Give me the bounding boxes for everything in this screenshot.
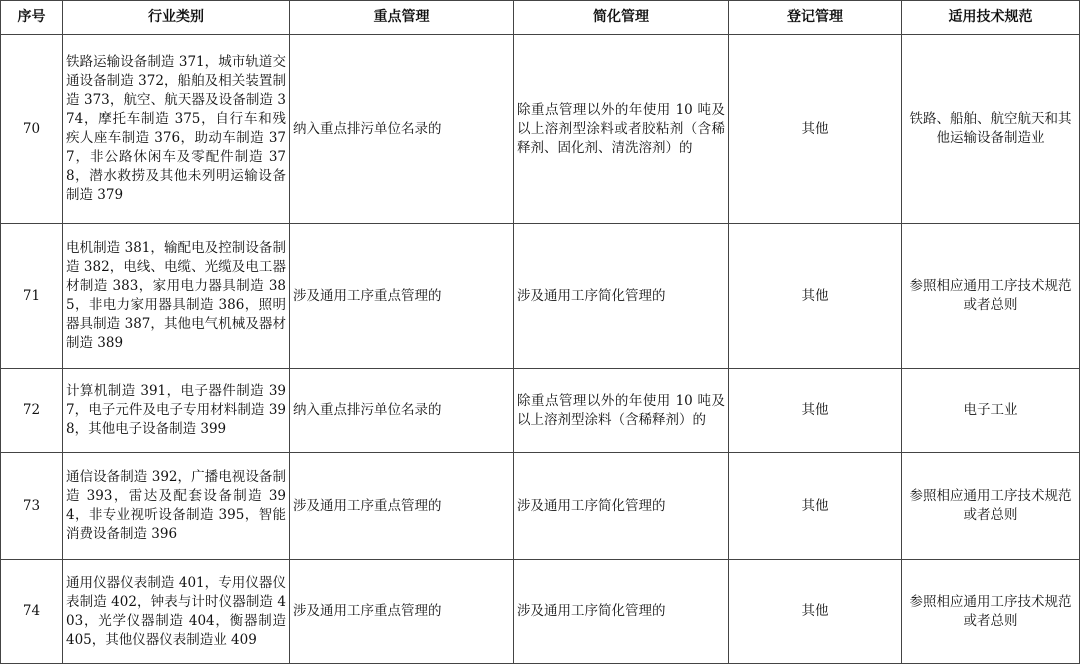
row-technical-spec: 参照相应通用工序技术规范或者总则	[902, 453, 1080, 560]
row-simplified-management: 涉及通用工序简化管理的	[514, 453, 729, 560]
row-key-management: 涉及通用工序重点管理的	[290, 224, 514, 369]
header-row	[1, 1, 1080, 35]
row-no: 73	[1, 453, 63, 560]
row-registration-management: 其他	[729, 35, 902, 224]
header-technical-spec: 适用技术规范	[902, 1, 1080, 35]
row-industry: 通用仪器仪表制造 401，专用仪器仪表制造 402，钟表与计时仪器制造 403，光学仪器制造 404，衡器制造 405，其他仪器仪表制造业 409	[63, 560, 290, 664]
row-simplified-management: 除重点管理以外的年使用 10 吨及以上溶剂型涂料（含稀释剂）的	[514, 369, 729, 453]
row-registration-management: 其他	[729, 369, 902, 453]
row-simplified-management: 涉及通用工序简化管理的	[514, 560, 729, 664]
row-key-management: 纳入重点排污单位名录的	[290, 369, 514, 453]
table-row	[1, 560, 1080, 664]
row-key-management: 涉及通用工序重点管理的	[290, 560, 514, 664]
row-technical-spec: 铁路、船舶、航空航天和其他运输设备制造业	[902, 35, 1080, 224]
row-key-management: 纳入重点排污单位名录的	[290, 35, 514, 224]
table-row	[1, 35, 1080, 224]
row-technical-spec: 电子工业	[902, 369, 1080, 453]
table-row	[1, 453, 1080, 560]
row-industry: 铁路运输设备制造 371，城市轨道交通设备制造 372，船舶及相关装置制造 373，航空、航天器及设备制造 374，摩托车制造 375，自行车和残疾人座车制造 376，助动车制造 377，非公路休闲车及零配件制造 378，潜水救捞及其他未列明运输设备制造 379	[63, 35, 290, 224]
row-no: 71	[1, 224, 63, 369]
row-technical-spec: 参照相应通用工序技术规范或者总则	[902, 560, 1080, 664]
row-industry: 电机制造 381，输配电及控制设备制造 382，电线、电缆、光缆及电工器材制造 383，家用电力器具制造 385，非电力家用器具制造 386，照明器具制造 387，其他电气机械及器材制造 389	[63, 224, 290, 369]
row-technical-spec: 参照相应通用工序技术规范或者总则	[902, 224, 1080, 369]
row-industry: 计算机制造 391，电子器件制造 397，电子元件及电子专用材料制造 398，其他电子设备制造 399	[63, 369, 290, 453]
row-no: 72	[1, 369, 63, 453]
header-no: 序号	[1, 1, 63, 35]
table-row	[1, 224, 1080, 369]
row-key-management: 涉及通用工序重点管理的	[290, 453, 514, 560]
row-registration-management: 其他	[729, 453, 902, 560]
table-row	[1, 369, 1080, 453]
row-registration-management: 其他	[729, 560, 902, 664]
row-simplified-management: 除重点管理以外的年使用 10 吨及以上溶剂型涂料或者胶粘剂（含稀释剂、固化剂、清洗溶剂）的	[514, 35, 729, 224]
header-registration-management: 登记管理	[729, 1, 902, 35]
row-industry: 通信设备制造 392，广播电视设备制造 393，雷达及配套设备制造 394，非专业视听设备制造 395，智能消费设备制造 396	[63, 453, 290, 560]
header-simplified-management: 简化管理	[514, 1, 729, 35]
header-key-management: 重点管理	[290, 1, 514, 35]
row-simplified-management: 涉及通用工序简化管理的	[514, 224, 729, 369]
header-industry: 行业类别	[63, 1, 290, 35]
row-no: 74	[1, 560, 63, 664]
row-no: 70	[1, 35, 63, 224]
row-registration-management: 其他	[729, 224, 902, 369]
